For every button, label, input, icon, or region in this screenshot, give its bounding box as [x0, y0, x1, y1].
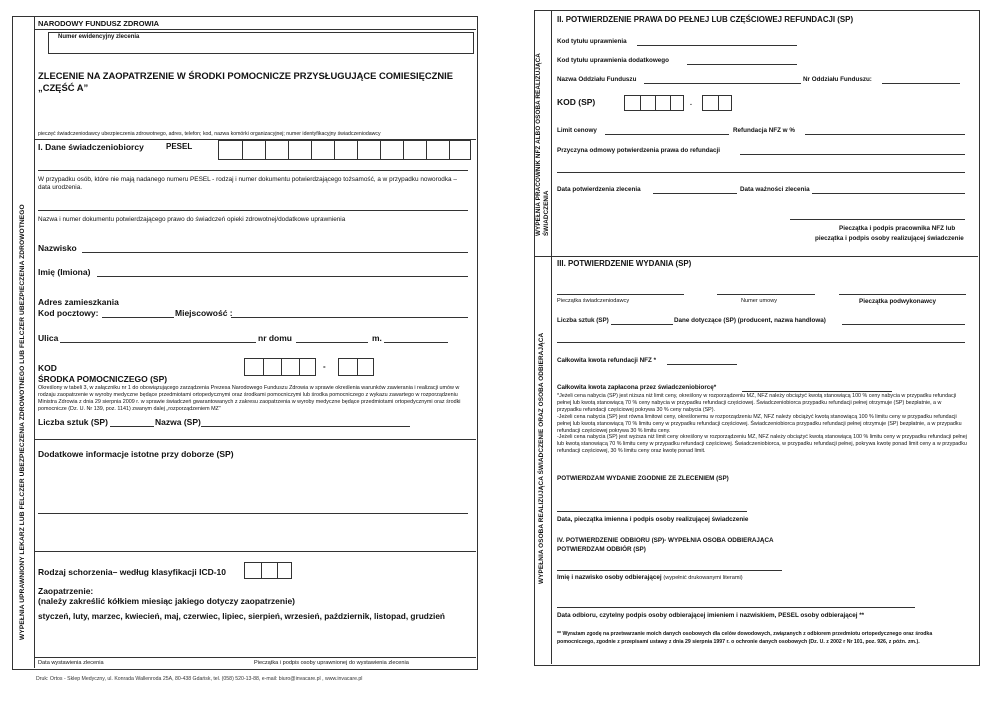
- right-kod-sp-label: KOD (SP): [557, 97, 596, 107]
- extra-info-label: Dodatkowe informacje istotne przy doborze (SP): [38, 449, 234, 459]
- surname-label: Nazwisko: [38, 243, 77, 253]
- nfz-signature-2: pieczątka i podpis osoby realizującej świadczenie: [815, 235, 964, 242]
- postal-line[interactable]: [102, 317, 174, 318]
- right-kod-sp-boxes-a[interactable]: [624, 95, 684, 111]
- form-title: ZLECENIE NA ZAOPATRZENIE W ŚRODKI POMOCNICZE PRZYSŁUGUJĄCE COMIESIĘCZNIE: [38, 70, 453, 81]
- no-pesel-note: W przypadku osób, które nie mają nadanego numeru PESEL - rodzaj i numer dokumentu potwierdzającego tożsamość, a w przypadku noworodka – data urodzenia.: [38, 176, 457, 192]
- address-label: Adres zamieszkania: [38, 297, 119, 307]
- kod-sp-label: ŚRODKA POMOCNICZEGO (SP): [38, 374, 168, 384]
- firstname-label: Imię (Imiona): [38, 267, 91, 277]
- kod-tytulu-label: Kod tytułu uprawnienia: [557, 38, 627, 45]
- right-form-page: [534, 10, 980, 666]
- count-sp-line[interactable]: [611, 324, 673, 325]
- extra-data-line[interactable]: [842, 324, 965, 325]
- street-line[interactable]: [60, 342, 256, 343]
- issue-signature-label: Data, pieczątka imienna i podpis osoby realizującej świadczenie: [557, 516, 749, 523]
- oddzial-no-label: Nr Oddziału Funduszu:: [803, 76, 872, 83]
- right-section-divider: [534, 256, 978, 257]
- valid-date-label: Data ważności zlecenia: [740, 186, 810, 193]
- contract-no-label: Numer umowy: [741, 298, 778, 304]
- pesel-label: PESEL: [166, 142, 193, 151]
- house-line[interactable]: [296, 342, 368, 343]
- kod-tytulu-dod-label: Kod tytułu uprawnienia dodatkowego: [557, 57, 669, 64]
- kod-sp-boxes-a[interactable]: [244, 358, 316, 376]
- receiver-name-line[interactable]: [557, 570, 782, 571]
- nfz-header: NARODOWY FUNDUSZ ZDROWIA: [38, 19, 160, 28]
- flat-label: m.: [372, 333, 382, 343]
- receiver-name-note: (wypełnić drukowanymi literami): [663, 575, 743, 581]
- right-kod-sp-boxes-b[interactable]: [702, 95, 732, 111]
- doctor-signature-label: Pieczątka i podpis osoby uprawnionej do wystawienia zlecenia: [254, 660, 409, 666]
- section1-title: I. Dane świadczeniobiorcy: [38, 142, 144, 152]
- total-refund-line[interactable]: [667, 364, 737, 365]
- supply-title: Zaopatrzenie:: [38, 586, 94, 596]
- header-divider: [34, 29, 476, 30]
- receipt-signature-label: Data odbioru, czytelny podpis osoby odbierającej imieniem i nazwiskiem, PESEL osoby odbierającej **: [557, 612, 865, 619]
- supply-note: (należy zakreślić kółkiem miesiąc jakiego dotyczy zaopatrzenie): [38, 596, 296, 606]
- extra-data-label: Dane dotyczące (SP) (producent, nazwa handlowa): [674, 317, 826, 324]
- total-paid-label: Całkowita kwota zapłacona przez świadczeniobiorcę*: [557, 384, 717, 391]
- count-line[interactable]: [110, 426, 154, 427]
- extra-divider: [34, 439, 476, 440]
- icd-boxes[interactable]: [244, 562, 292, 579]
- oddzial-name-line[interactable]: [644, 83, 801, 84]
- document-note: Nazwa i numer dokumentu potwierdzającego prawo do świadczeń opieki zdrowotnej/dodatkowe uprawnienia: [38, 216, 346, 223]
- postal-label: Kod pocztowy:: [38, 308, 99, 318]
- confirm-issue-label: POTWIERDZAM WYDANIE ZGODNIE ZE ZLECENIEM (SP): [557, 475, 729, 482]
- receiver-name-text: Imię i nazwisko osoby odbierającej: [557, 574, 662, 581]
- confirm-receipt-label: POTWIERDZAM ODBIÓR (SP): [557, 546, 646, 553]
- oddzial-no-line[interactable]: [882, 83, 960, 84]
- count-label: Liczba sztuk (SP): [38, 417, 108, 427]
- oddzial-name-label: Nazwa Oddziału Funduszu: [557, 76, 637, 83]
- refund-pct-label: Refundacja NFZ w %: [733, 127, 795, 134]
- total-refund-label: Całkowita kwota refundacji NFZ *: [557, 357, 657, 364]
- receiver-name-label: [557, 574, 743, 581]
- refusal-label: Przyczyna odmowy potwierdzenia prawa do refundacji: [557, 147, 721, 154]
- section2-title: II. POTWIERDZENIE PRAWA DO PEŁNEJ LUB CZĘŚCIOWEJ REFUNDACJI (SP): [557, 15, 854, 24]
- right-strip-bottom-label: WYPEŁNIA OSOBA REALIZUJĄCA ŚWIADCZENIE ORAZ OSOBA ODBIERAJĄCA: [538, 332, 545, 584]
- refusal-line-1[interactable]: [740, 154, 965, 155]
- flat-line[interactable]: [384, 342, 448, 343]
- limit-label: Limit cenowy: [557, 127, 597, 134]
- provider-stamp-line[interactable]: [557, 294, 684, 295]
- extra-info-line[interactable]: [38, 513, 468, 514]
- kod-tytulu-line[interactable]: [637, 45, 797, 46]
- disease-divider: [34, 551, 476, 552]
- document-line[interactable]: [38, 210, 468, 211]
- firstname-line[interactable]: [97, 276, 468, 277]
- right-strip-top-label: WYPEŁNIA PRACOWNIK NFZ ALBO OSOBA REALIZUJĄCA ŚWIADCZENIA: [535, 53, 550, 236]
- subcontractor-label: Pieczątka podwykonawcy: [859, 298, 936, 305]
- evidence-number-label: Numer ewidencyjny zlecenia: [58, 34, 140, 40]
- kod-sp-boxes-b[interactable]: [338, 358, 374, 376]
- form-title-part: „CZĘŚĆ A”: [38, 82, 89, 93]
- receipt-signature-line[interactable]: [557, 607, 915, 608]
- nfz-signature-line[interactable]: [790, 219, 965, 220]
- months-list[interactable]: styczeń, luty, marzec, kwiecień, maj, czerwiec, lipiec, sierpień, wrzesień, październik, listopad, grudzień: [38, 611, 445, 621]
- extra-data-line-2[interactable]: [557, 342, 965, 343]
- nfz-signature-1: Pieczątka i podpis pracownika NFZ lub: [839, 225, 956, 232]
- kod-label: KOD: [38, 363, 57, 373]
- left-strip-label: WYPEŁNIA UPRAWNIONY LEKARZ LUB FELCZER UBEZPIECZENIA ZDROWOTNEGO LUB FELCZER UBEZPIECZENIA ZDROWOTNEGO: [19, 204, 26, 640]
- contract-no-line[interactable]: [717, 294, 815, 295]
- kod-description: Określony w tabeli 3, w załączniku nr 1 do obowiązującego zarządzenia Prezesa Narodowego Funduszu Zdrowia w sprawie określenia warunków zawierania i realizacji umów w rodzaju zaopatrzenie w wyroby medyczne będące przedmiotami ortopedycznymi oraz środkami pomocniczymi lub środka pomocniczego z wykazu zawartego w rozporządzeniu Ministra Zdrowia z dnia 29 sierpnia 2009 r. w sprawie świadczeń gwarantowanych z zakresu zaopatrzenia w wyroby medyczne będące przedmiotami ortopedycznymi oraz środki pomocnicze (Dz. U. Nr 139, poz. 1141) zwanym dalej „rozporządzeniem MZ”: [38, 385, 461, 412]
- city-line[interactable]: [231, 317, 468, 318]
- pesel-boxes[interactable]: [218, 140, 471, 160]
- disease-label: Rodzaj schorzenia– według klasyfikacji ICD-10: [38, 567, 227, 577]
- refund-notes: *Jeżeli cena nabycia (SP) jest niższa niż limit ceny, określony w rozporządzeniu MZ, NFZ należy obciążyć kwotą stanowiącą 100 % ceny nabycia w przypadku refundacji pełnej lub kwotą stanowiącą 70 % ceny nabycia w przypadku refundacji częściowej. Świadczeniobiorca przypadku refundacji pełnej otrzymuje (SP) bezpłatnie, a w przypadku refundacji częściowej pokrywa 30 % ceny nabycia (SP). -Jeżeli cena nabycia (SP) jest równa limitowi ceny, określonemu w rozporządzeniu MZ, NFZ należy obciążyć kwotą stanowiącą 100 % limitu ceny w przypadku refundacji pełnej lub kwotą stanowiącą 70 % limitu ceny w przypadku refundacji częściowej. Świadczeniobiorca przypadku refundacji pełnej otrzymuje (SP) bezpłatnie, a w przypadku refundacji częściowej pokrywa 30 % limitu ceny. -Jeżeli cena nabycia (SP) jest wyższa niż limit ceny określony w rozporządzeniu MZ, NFZ należy obciążyć kwotą stanowiącą 100 % limitu ceny w przypadku refundacji pełnej lub kwotą stanowiącą 70 % limitu ceny w przypadku refundacji częściowej. Świadczeniobiorca, w przypadku refundacji pełnej, pokrywa kwotę ponad limit ceny a w przypadku refundacji częściowej, 30 % limitu ceny oraz kwotę ponad limit.: [557, 393, 967, 455]
- limit-line[interactable]: [605, 134, 729, 135]
- consent-text: ** Wyrażam zgodę na przetwarzanie moich danych osobowych dla celów dowodowych, związanych z odbiorem przedmiotu ortopedycznego oraz środka pomocniczego, zgodnie z przepisami ustawy z dnia 29 sierpnia 1997 r. o ochronie danych osobowych (Dz. U. z 2002 r Nr 101, poz. 926, z późn. zm.).: [557, 631, 933, 645]
- stamp-caption: pieczęć świadczeniodawcy ubezpieczenia zdrowotnego, adres, telefon; kod, nazwa komórki organizacyjnej; numer identyfikacyjny świadczeniodawcy: [38, 131, 381, 137]
- issue-date-label: Data wystawienia zlecenia: [38, 660, 104, 666]
- street-label: Ulica: [38, 333, 59, 343]
- print-footer: Druk: Ortos - Sklep Medyczny, ul. Konrada Wallenroda 25A, 80-438 Gdańsk, tel. (058) 520-13-88, e-mail: biuro@invacare.pl , www.invacare.pl: [36, 676, 363, 682]
- refusal-line-2[interactable]: [557, 172, 965, 173]
- city-label: Miejscowość :: [175, 308, 233, 318]
- right-kod-sp-dot: .: [690, 100, 692, 107]
- signature-divider: [34, 657, 476, 658]
- refund-pct-line[interactable]: [805, 134, 965, 135]
- kod-sp-dot: -: [323, 362, 326, 371]
- kod-tytulu-dod-line[interactable]: [687, 64, 797, 65]
- issue-signature-line[interactable]: [557, 511, 747, 512]
- total-paid-line[interactable]: [742, 391, 892, 392]
- subcontractor-line[interactable]: [839, 294, 966, 295]
- section4-title: IV. POTWIERDZENIE ODBIORU (SP)- WYPEŁNIA OSOBA ODBIERAJĄCA: [557, 537, 774, 544]
- name-sp-label: Nazwa (SP): [155, 417, 201, 427]
- name-sp-line[interactable]: [201, 426, 410, 427]
- valid-date-line[interactable]: [812, 193, 965, 194]
- provider-stamp-label: Pieczątka świadczeniodawcy: [557, 298, 630, 304]
- house-label: nr domu: [258, 333, 292, 343]
- confirm-date-line[interactable]: [653, 193, 737, 194]
- count-sp-label: Liczba sztuk (SP): [557, 317, 609, 324]
- confirm-date-label: Data potwierdzenia zlecenia: [557, 186, 641, 193]
- surname-line[interactable]: [82, 252, 468, 253]
- section3-title: III. POTWIERDZENIE WYDANIA (SP): [557, 259, 692, 268]
- pesel-line: [38, 170, 468, 171]
